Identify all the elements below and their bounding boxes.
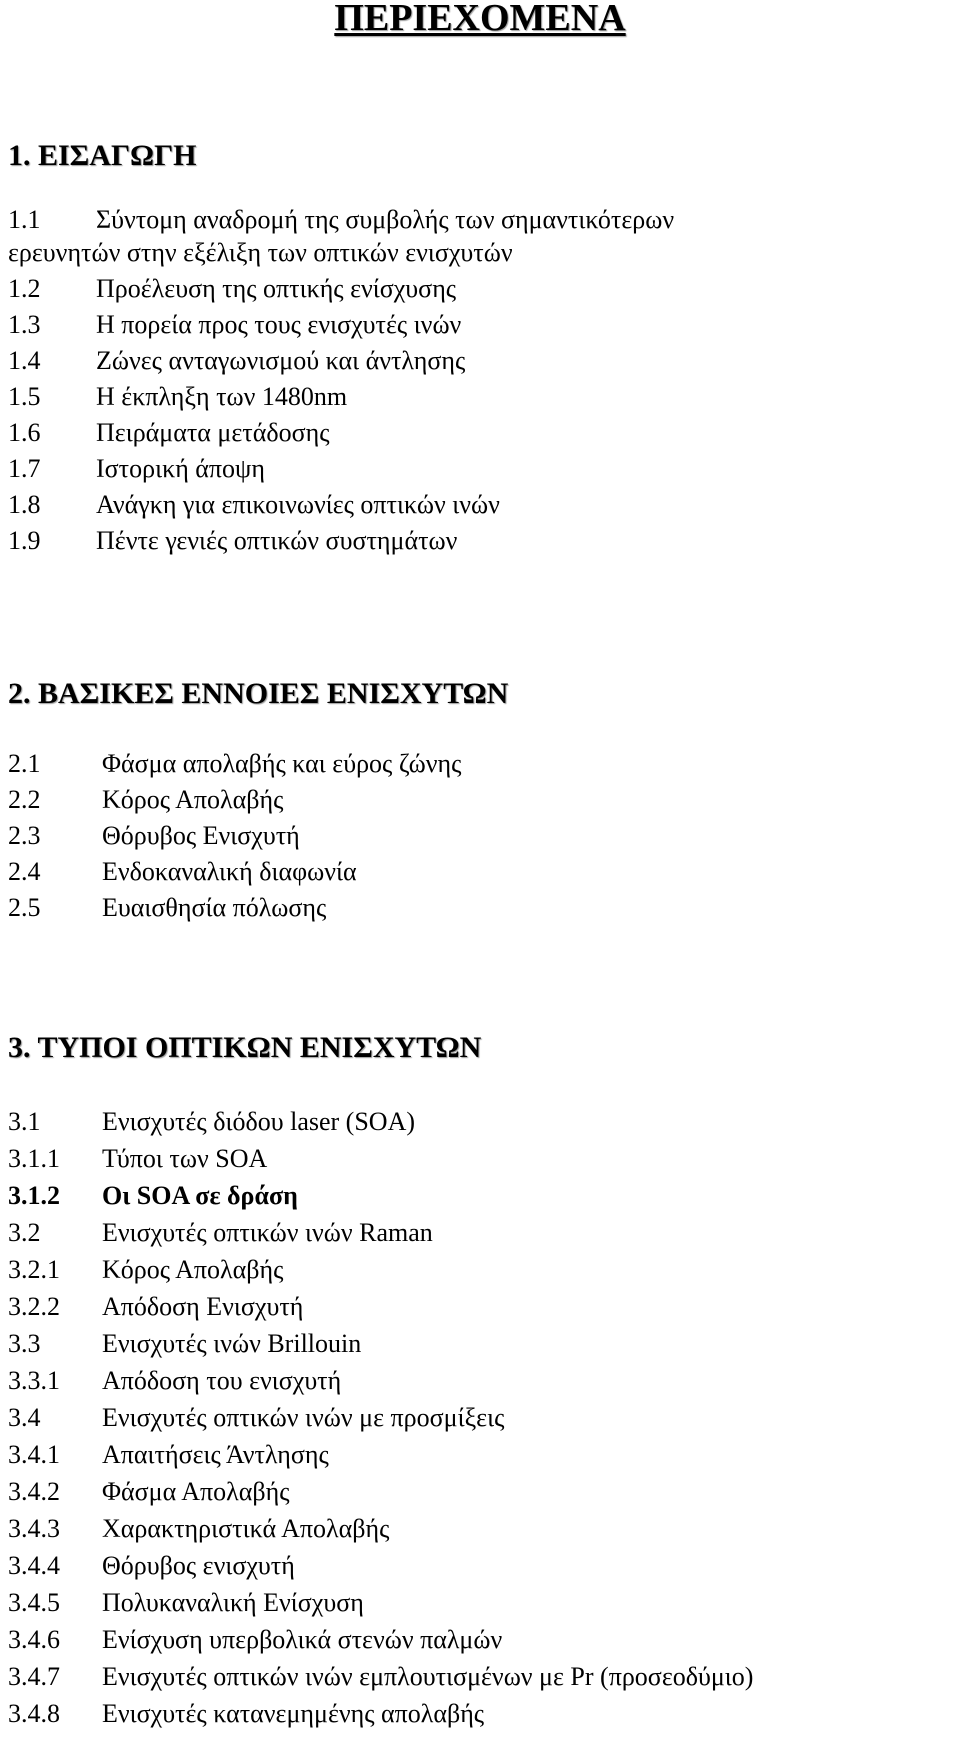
entry-title: Απαιτήσεις Άντλησης [102,1440,329,1469]
entry-title: Ενισχυτές κατανεμημένης απολαβής [102,1699,485,1728]
entry-number: 3.4.1 [8,1440,60,1469]
entry-title: Πειράματα μετάδοσης [96,418,330,447]
entry-number: 3.4.6 [8,1625,60,1654]
entry-number: 1.7 [8,454,41,483]
entry-number: 1.9 [8,526,41,555]
entry-title: Απόδοση Ενισχυτή [102,1292,304,1321]
toc-entry-3-2-1[interactable] [8,1252,960,1288]
entry-title: Ζώνες ανταγωνισμού και άντλησης [96,346,466,375]
entry-number: 2.4 [8,857,41,886]
toc-entry-1-2[interactable] [8,271,960,307]
entry-number: 2.3 [8,821,41,850]
entry-title: Κόρος Απολαβής [102,785,284,814]
toc-entry-2-1[interactable] [8,746,960,782]
entry-number: 3.1.1 [8,1144,60,1173]
entry-number: 2.1 [8,749,41,778]
toc-entry-3-4-4[interactable] [8,1548,960,1584]
toc-entry-3-4-5[interactable] [8,1585,960,1621]
toc-entry-3-2-2[interactable] [8,1289,960,1325]
toc-entry-3-4-2[interactable] [8,1474,960,1510]
entry-title: Ενισχυτές διόδου laser (SOA) [102,1107,416,1136]
toc-entry-1-4[interactable] [8,343,960,379]
entry-title: Ενισχυτές οπτικών ινών με προσμίξεις [102,1403,505,1432]
entry-number: 1.2 [8,274,41,303]
toc-entry-1-6[interactable] [8,415,960,451]
toc-entry-3-4-7[interactable] [8,1659,960,1695]
section-heading-2: 2. ΒΑΣΙΚΕΣ ΕΝΝΟΙΕΣ ΕΝΙΣΧΥΤΩΝ [8,677,509,710]
entry-title: Ευαισθησία πόλωσης [102,893,327,922]
page-title: ΠΕΡΙΕΧΟΜΕΝΑ [334,0,626,39]
entry-title: Τύποι των SOA [102,1144,268,1173]
entry-number: 3.4.8 [8,1699,60,1728]
entry-title: Ενδοκαναλική διαφωνία [102,857,357,886]
entry-title: Ενισχυτές ινών Brillouin [102,1329,362,1358]
toc-entry-3-3[interactable] [8,1326,960,1362]
entry-title: Ανάγκη για επικοινωνίες οπτικών ινών [96,490,500,519]
entry-number: 1.8 [8,490,41,519]
section-heading-1: 1. ΕΙΣΑΓΩΓΗ [8,139,197,172]
entry-number: 1.6 [8,418,41,447]
entry-title: Φάσμα Απολαβής [102,1477,290,1506]
entry-title-continuation: ερευνητών στην εξέλιξη των οπτικών ενισχυτών [8,238,513,267]
entry-title: Προέλευση της οπτικής ενίσχυσης [96,274,457,303]
entry-number: 2.5 [8,893,41,922]
toc-entry-1-5[interactable] [8,379,960,415]
toc-entry-3-4-6[interactable] [8,1622,960,1658]
entry-number: 3.2 [8,1218,41,1247]
entry-number: 3.3 [8,1329,41,1358]
entry-number: 1.3 [8,310,41,339]
entry-number: 3.4 [8,1403,41,1432]
entry-title: Σύντομη αναδρομή της συμβολής των σημαντικότερων [96,205,675,234]
entry-number: 3.2.2 [8,1292,60,1321]
entry-title: Πέντε γενιές οπτικών συστημάτων [96,526,458,555]
toc-entry-3-1-1[interactable] [8,1141,960,1177]
toc-entry-2-3[interactable] [8,818,960,854]
section-heading-3: 3. ΤΥΠΟΙ ΟΠΤΙΚΩΝ ΕΝΙΣΧΥΤΩΝ [8,1031,482,1064]
toc-entry-3-2[interactable] [8,1215,960,1251]
toc-entry-1-7[interactable] [8,451,960,487]
entry-number: 3.4.7 [8,1662,60,1691]
entry-title: Ιστορική άποψη [96,454,265,483]
toc-entry-2-5[interactable] [8,890,960,926]
entry-title: Η πορεία προς τους ενισχυτές ινών [96,310,462,339]
entry-number: 3.4.4 [8,1551,60,1580]
entry-title: Πολυκαναλική Ενίσχυση [102,1588,364,1617]
entry-title: Ενίσχυση υπερβολικά στενών παλμών [102,1625,503,1654]
toc-entry-3-1[interactable] [8,1104,960,1140]
entry-number: 3.1.2 [8,1181,60,1210]
toc-entry-1-3[interactable] [8,307,960,343]
entry-number: 3.4.2 [8,1477,60,1506]
toc-entry-3-4-1[interactable] [8,1437,960,1473]
toc-entry-2-4[interactable] [8,854,960,890]
entry-title: Η έκπληξη των 1480nm [96,382,348,411]
entry-number: 1.4 [8,346,41,375]
entry-title: Ενισχυτές οπτικών ινών εμπλουτισμένων με Pr (προσεοδύμιο) [102,1662,754,1691]
entry-number: 3.2.1 [8,1255,60,1284]
entry-title: Φάσμα απολαβής και εύρος ζώνης [102,749,462,778]
entry-number: 3.4.3 [8,1514,60,1543]
toc-entry-1-8[interactable] [8,487,960,523]
entry-title: Θόρυβος Ενισχυτή [102,821,300,850]
entry-number: 1.1 [8,205,41,234]
toc-entry-3-4-3[interactable] [8,1511,960,1547]
entry-title: Απόδοση του ενισχυτή [102,1366,342,1395]
toc-entry-3-4[interactable] [8,1400,960,1436]
toc-entry-2-2[interactable] [8,782,960,818]
entry-title: Χαρακτηριστικά Απολαβής [102,1514,390,1543]
toc-entry-3-3-1[interactable] [8,1363,960,1399]
entry-number: 2.2 [8,785,41,814]
entry-title: Κόρος Απολαβής [102,1255,284,1284]
toc-entry-1-9[interactable] [8,523,960,559]
toc-entry-3-1-2[interactable] [8,1178,960,1214]
entry-number: 3.3.1 [8,1366,60,1395]
entry-number: 3.1 [8,1107,41,1136]
entry-title: Οι SOA σε δράση [102,1181,298,1210]
toc-entry-3-4-8[interactable] [8,1696,960,1732]
entry-number: 3.4.5 [8,1588,60,1617]
entry-title: Θόρυβος ενισχυτή [102,1551,295,1580]
entry-number: 1.5 [8,382,41,411]
toc-entry-1-1[interactable] [8,202,960,238]
entry-title: Ενισχυτές οπτικών ινών Raman [102,1218,433,1247]
